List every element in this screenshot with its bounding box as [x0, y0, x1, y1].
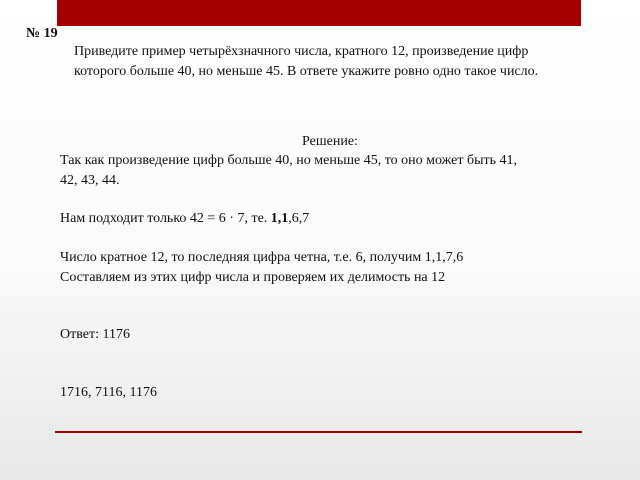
fit-bold-digits: 1,1	[270, 211, 289, 226]
task-line-1: Приведите пример четырёхзначного числа, кратного 12, произведение цифр	[74, 44, 529, 59]
task-line-2: которого больше 40, но меньше 45. В ответе укажите ровно одно такое число.	[74, 64, 539, 79]
task-number: № 19	[26, 26, 58, 41]
solution-line-1: Так как произведение цифр больше 40, но меньше 45, то оно может быть 41,	[60, 153, 518, 168]
top-accent-bar	[57, 0, 581, 26]
answer-line: Ответ: 1176	[60, 327, 130, 342]
reasoning-line-2: Составляем из этих цифр числа и проверяем их делимость на 12	[60, 270, 446, 285]
candidate-numbers: 1716, 7116, 1176	[60, 385, 157, 400]
solution-line-2: 42, 43, 44.	[60, 173, 120, 188]
fit-line	[60, 211, 309, 227]
fit-suffix: ,6,7	[288, 211, 310, 226]
fit-prefix: Нам подходит только 42 = 6 · 7, те.	[60, 211, 271, 226]
bottom-divider-line	[55, 431, 582, 433]
reasoning-line-1: Число кратное 12, то последняя цифра четна, т.е. 6, получим 1,1,7,6	[60, 250, 464, 265]
task-statement	[74, 42, 634, 82]
solution-title: Решение:	[302, 134, 358, 149]
